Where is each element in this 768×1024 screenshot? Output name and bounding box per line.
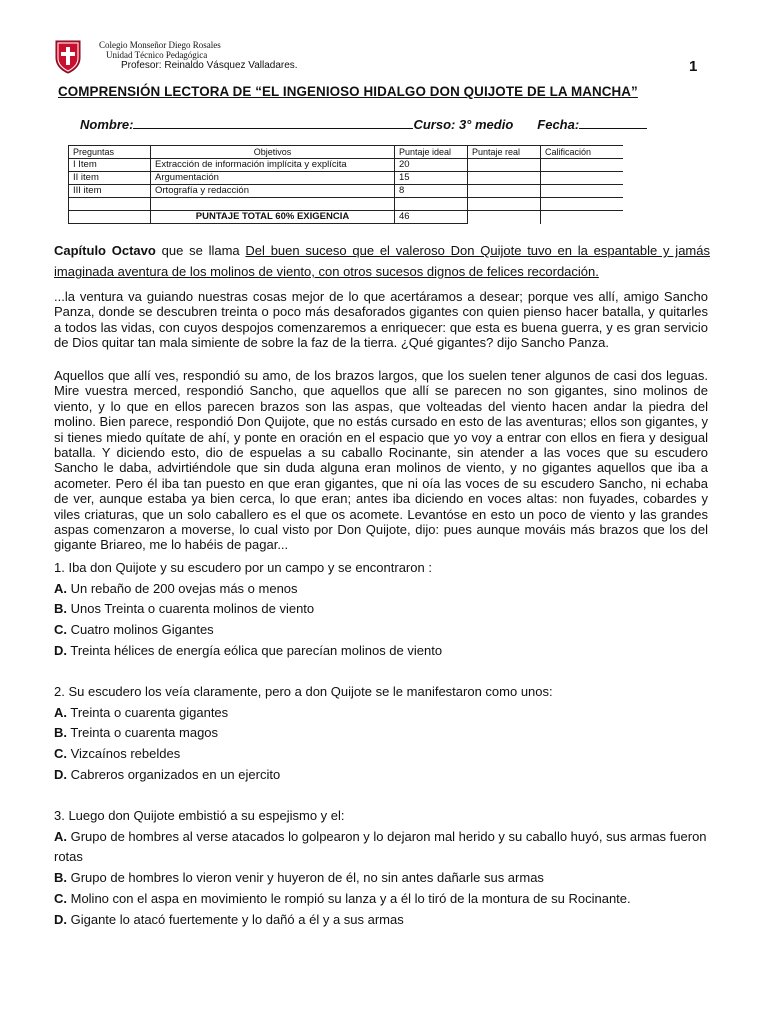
table-header-cell: Preguntas (69, 146, 151, 159)
empty-cell (151, 198, 395, 211)
ideal-score-cell: 8 (395, 185, 468, 198)
option-b[interactable]: B. Grupo de hombres lo vieron venir y huyeron de él, no sin antes dañarle sus armas (54, 870, 544, 886)
option-c[interactable]: C. Molino con el aspa en movimiento le rompió su lanza y a él lo tiró de la montura de su Rocinante. (54, 890, 631, 906)
school-header (99, 40, 298, 72)
school-unit: Unidad Técnico Pedagógica (106, 50, 208, 60)
name-field[interactable] (133, 116, 413, 129)
option-b[interactable]: B. Unos Treinta o cuarenta molinos de viento (54, 601, 315, 617)
course-label: Curso: 3° medio (413, 117, 514, 132)
empty-cell (69, 211, 151, 224)
real-score-cell[interactable] (468, 185, 541, 198)
option-c[interactable]: C. Cuatro molinos Gigantes (54, 622, 214, 638)
ideal-score-cell: 15 (395, 172, 468, 185)
objective-cell: Ortografía y redacción (151, 185, 395, 198)
grade-cell[interactable] (541, 172, 624, 185)
option-b[interactable]: B. Treinta o cuarenta magos (54, 725, 219, 741)
empty-cell (468, 198, 541, 211)
page-number: 1 (689, 58, 698, 75)
objective-cell: Extracción de información implícita y explícita (151, 159, 395, 172)
total-grade-cell[interactable] (541, 211, 624, 224)
school-shield-logo (55, 40, 81, 74)
option-d[interactable]: D. Cabreros organizados en un ejercito (54, 766, 281, 782)
question-2 (54, 682, 714, 786)
question-3 (54, 806, 714, 930)
chapter-title: Del buen suceso que el valeroso Don Quijote tuvo en la espantable y jamás imaginada aventura de los molinos de viento, con otros sucesos dignos de felices recordación. (54, 243, 710, 279)
total-value: 46 (395, 211, 468, 224)
item-cell: III item (69, 185, 151, 198)
option-a[interactable]: A. Un rebaño de 200 ovejas más o menos (54, 580, 298, 596)
table-row (69, 159, 624, 172)
empty-cell (395, 198, 468, 211)
date-field[interactable] (579, 116, 647, 129)
chapter-connector: que se llama (155, 243, 246, 258)
table-total-row (69, 211, 624, 224)
table-row (69, 198, 624, 211)
school-name: Colegio Monseñor Diego Rosales (99, 40, 221, 50)
reading-paragraph-1: ...la ventura va guiando nuestras cosas mejor de lo que acertáramos a desear; porque ves allí, amigo Sancho Panza, donde se descubren treinta o poco más desaforados gigantes con quien pienso hacer batalla, y quitarles a todos las vidas, con cuyos despojos comenzaremos a enriquecer: que esta es buena guerra, y es gran servicio de Dios quitar tan mala simiente de sobre la faz de la tierra. ¿Qué gigantes? dijo Sancho Panza. (54, 289, 708, 351)
option-a[interactable]: A. Grupo de hombres al verse atacados lo golpearon y lo dejaron mal herido y su caballo huyó, sus armas fueron rotas (54, 828, 707, 865)
objective-cell: Argumentación (151, 172, 395, 185)
question-stem: 2. Su escudero los veía claramente, pero a don Quijote se le manifestaron como unos: (54, 684, 553, 699)
item-cell: I Item (69, 159, 151, 172)
question-stem: 3. Luego don Quijote embistió a su espejismo y el: (54, 808, 345, 823)
name-label: Nombre: (80, 117, 134, 132)
real-score-cell[interactable] (468, 159, 541, 172)
option-d[interactable]: D. Treinta hélices de energía eólica que parecían molinos de viento (54, 642, 443, 658)
table-header-cell: Puntaje real (468, 146, 541, 159)
option-a[interactable]: A. Treinta o cuarenta gigantes (54, 704, 229, 720)
chapter-heading (54, 240, 710, 282)
total-label: PUNTAJE TOTAL 60% EXIGENCIA (151, 211, 395, 224)
ideal-score-cell: 20 (395, 159, 468, 172)
teacher-name: Profesor: Reinaldo Vásquez Valladares. (121, 60, 298, 71)
table-header-cell: Puntaje ideal (395, 146, 468, 159)
empty-cell (541, 198, 624, 211)
table-row (69, 185, 624, 198)
reading-paragraph-2: Aquellos que allí ves, respondió su amo, de los brazos largos, que los suelen tener algunos de casi dos leguas. Mire vuestra merced, respondió Sancho, que aquellos que allí se parecen no son gigantes, sino molinos de viento, y lo que en ellos parecen brazos son las aspas, que volteadas del viento hacen andar la piedra del molino. Bien parece, respondió Don Quijote, que no estás cursado en esto de las aventuras; ellos son gigantes, y si tienes miedo quítate de ahí, y ponte en oración en el espacio que yo voy a entrar con ellos en fiera y desigual batalla. Y diciendo esto, dio de espuelas a su caballo Rocinante, sin atender a las voces que su escudero Sancho le daba, advirtiéndole que sin duda alguna eran molinos de viento, y no gigantes aquellos que iba a acometer. Pero él iba tan puesto en que eran gigantes, que ni oía las voces de su escudero Sancho, ni echaba de ver, aunque estaba ya bien cerca, lo que eran; antes iba diciendo en voces altas: non fuyades, cobardes y viles criaturas, que un solo caballero es el que os acomete. Levantóse en esto un poco de viento y las grandes aspas comenzaron a moverse, lo cual visto por Don Quijote, dijo: pues aunque mováis más brazos que los del gigante Briareo, me lo habéis de pagar... (54, 368, 708, 553)
grade-cell[interactable] (541, 185, 624, 198)
table-header-row (69, 146, 624, 159)
table-row (69, 172, 624, 185)
question-1 (54, 558, 714, 662)
student-info-line (80, 116, 647, 132)
score-table (68, 145, 623, 224)
date-label: Fecha: (537, 117, 580, 132)
table-header-cell: Calificación (541, 146, 624, 159)
option-c[interactable]: C. Vizcaínos rebeldes (54, 746, 181, 762)
item-cell: II item (69, 172, 151, 185)
empty-cell (69, 198, 151, 211)
option-d[interactable]: D. Gigante lo atacó fuertemente y lo dañó a él y a sus armas (54, 911, 404, 927)
question-stem: 1. Iba don Quijote y su escudero por un campo y se encontraron : (54, 560, 432, 575)
grade-cell[interactable] (541, 159, 624, 172)
table-header-cell: Objetivos (151, 146, 395, 159)
chapter-label: Capítulo Octavo (54, 243, 156, 258)
page-title: COMPRENSIÓN LECTORA DE “EL INGENIOSO HIDALGO DON QUIJOTE DE LA MANCHA” (58, 84, 638, 99)
real-score-cell[interactable] (468, 172, 541, 185)
total-real-cell[interactable] (468, 211, 541, 224)
